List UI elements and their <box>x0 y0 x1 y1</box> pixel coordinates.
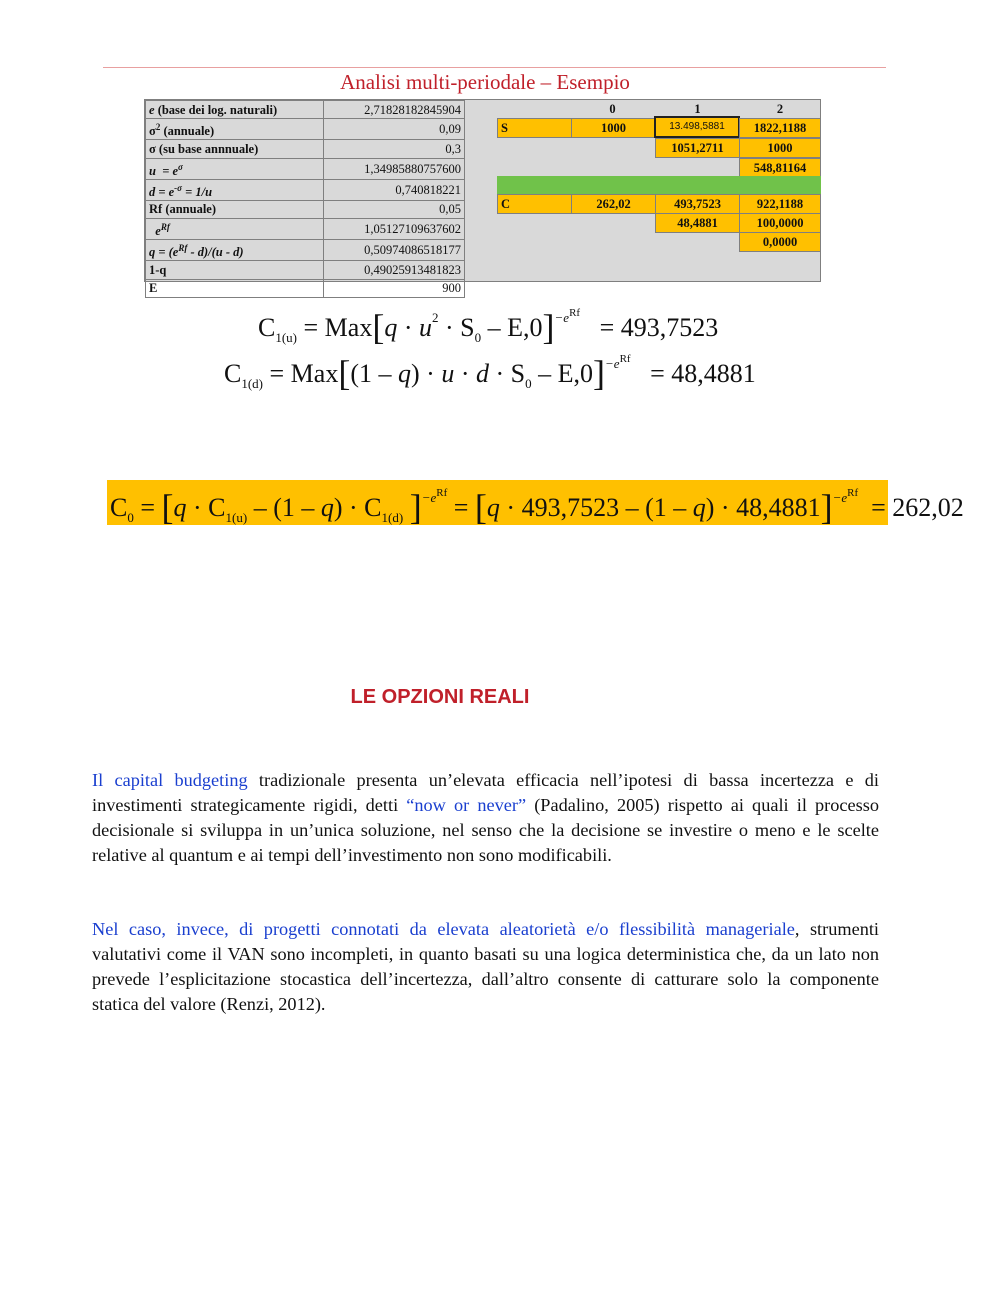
table-row <box>146 140 465 158</box>
c1u-result: = 493,7523 <box>599 313 719 342</box>
paragraph-2-text: , strumenti valutativi come il VAN sono incompleti, in quanto basati su una logica deterministica che, da un lato non prevede l’esplicitazione stocastica dell’incertezza, dall’altro consente di catturare solo la componente statica del valore (Renzi, 2012). <box>92 919 879 1014</box>
param-value: 900 <box>324 279 465 297</box>
c0-mid: = [q · 493,7523 – (1 – q) · 48,4881] <box>453 487 833 527</box>
table-row <box>146 101 465 119</box>
stock-t2-ud: 1000 <box>739 138 821 158</box>
parameters-table <box>145 100 465 298</box>
call-t1-up: 493,7523 <box>655 194 740 214</box>
param-value: 0,09 <box>324 119 465 140</box>
paragraph-1-text: tradizionale presenta un’elevata efficacia nell’ipotesi di bassa incertezza e di investimenti strategicamente rigidi, detti <box>92 770 879 815</box>
param-label: e (base dei log. naturali) <box>146 101 324 119</box>
param-value: 2,71828182845904 <box>324 101 465 119</box>
paragraph-1-quote: “now or never” <box>406 795 527 815</box>
table-row <box>146 179 465 200</box>
highlighted-formula-band <box>107 480 964 527</box>
table-row <box>146 261 465 279</box>
c0-result: = 262,02 <box>871 493 964 522</box>
param-label: E <box>146 279 324 297</box>
c1d-result: = 48,4881 <box>650 359 756 388</box>
param-value: 1,34985880757600 <box>324 158 465 179</box>
stock-t1-down: 1051,2711 <box>655 138 740 158</box>
header-rule <box>103 67 886 68</box>
call-t0: 262,02 <box>571 194 656 214</box>
table-row <box>146 158 465 179</box>
paragraph-1-lead: Il capital budgeting <box>92 770 248 790</box>
param-value: 1,05127109637602 <box>324 219 465 240</box>
table-row <box>146 240 465 261</box>
param-label: σ (su base annnuale) <box>146 140 324 158</box>
paragraph-1-text-end: (Padalino, 2005) rispetto ai quali il processo decisionale si sviluppa in un’unica soluzione, nel senso che la decisione se investire o meno e le scelte relative al quantum e ai tempi dell’investimento non sono modificabili. <box>92 795 879 865</box>
param-label: $u = e^\sigma$ <box>146 158 324 179</box>
table-row <box>146 119 465 140</box>
table-row <box>146 200 465 218</box>
param-value: 0,50974086518177 <box>324 240 465 261</box>
call-t2-uu: 922,1188 <box>739 194 821 214</box>
paragraph-2 <box>92 917 879 1017</box>
stock-t2-uu: 1822,1188 <box>739 118 821 138</box>
section-heading: LE OPZIONI REALI <box>350 686 530 708</box>
call-t2-dd: 0,0000 <box>739 232 821 252</box>
formula-c1d: $C_{1(d)} = Max[(1 - q) \cdot u \cdot d \cdot S_0 - E,0]^{-e^{Rf}}$ = 48,4881 <box>224 353 756 393</box>
stock-row-label: S <box>497 118 572 138</box>
paragraph-2-lead: Nel caso, invece, di progetti connotati da elevata aleatorietà e/o flessibilità manageriale <box>92 919 795 939</box>
stock-t0: 1000 <box>571 118 656 138</box>
call-t2-ud: 100,0000 <box>739 213 821 233</box>
param-label: $e^{Rf}$ <box>146 219 324 240</box>
param-value: 0,49025913481823 <box>324 261 465 279</box>
period-header-1: 1 <box>694 102 701 116</box>
param-label: Rf (annuale) <box>146 200 324 218</box>
formula-c0: $C_0 = [q \cdot C_{1(u)} - (1 - q) \cdot C_{1(d)}$ ]$^{-e^{Rf}} = [q \cdot 493,7523 - (1 - q) \cdot 48,4881]^{-e^{Rf}} = 262,02$ <box>110 487 964 527</box>
param-value: 0,740818221 <box>324 179 465 200</box>
call-row-label: C <box>497 194 572 214</box>
period-header-2: 2 <box>776 102 784 116</box>
call-t1-down: 48,4881 <box>655 213 740 233</box>
spreadsheet-excerpt <box>144 99 821 296</box>
table-row <box>146 279 465 297</box>
binomial-tree-grid <box>495 100 821 283</box>
param-label: 1-q <box>146 261 324 279</box>
param-label: $q = (e^{Rf} - d)/(u - d)$ <box>146 240 324 261</box>
separator-band <box>497 176 821 195</box>
stock-t2-dd: 548,81164 <box>739 158 821 178</box>
formula-c1u: $C_{1(u)} = Max[q \cdot u^2 \cdot S_0 - E,0]^{-e^{Rf}}$ = 493,7523 <box>258 307 719 347</box>
paragraph-1 <box>92 768 879 868</box>
table-row <box>146 219 465 240</box>
param-label: $d = e^{-\sigma} = 1/u$ <box>146 179 324 200</box>
param-value: 0,3 <box>324 140 465 158</box>
page-title: Analisi multi-periodale – Esempio <box>340 70 630 94</box>
param-label: $\sigma^2$ (annuale) <box>146 119 324 140</box>
param-value: 0,05 <box>324 200 465 218</box>
period-header-0: 0 <box>609 102 616 116</box>
stock-t1-up: 13.498,5881 <box>654 116 740 138</box>
